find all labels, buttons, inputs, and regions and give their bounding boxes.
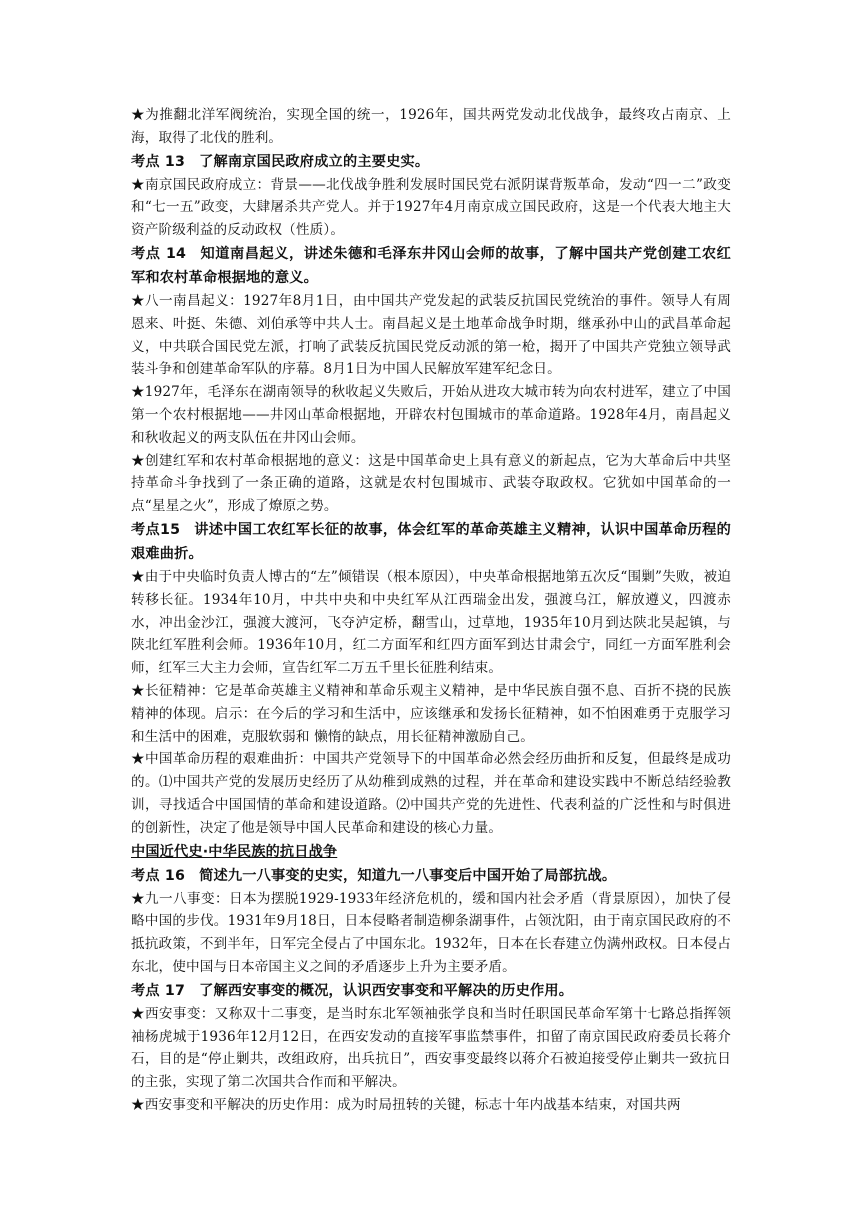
kaodian-13-heading <box>131 150 731 174</box>
kaodian-number: 考点 13 <box>131 153 186 170</box>
kaodian-14-heading <box>131 242 731 290</box>
kaodian-16-heading <box>131 864 731 888</box>
kaodian-17-heading <box>131 979 731 1003</box>
kaodian-number: 考点 16 <box>131 867 186 884</box>
kaodian-number: 考点15 <box>131 521 181 538</box>
paragraph-long-march: ★由于中央临时负责人博古的“左”倾错误（根本原因），中央革命根据地第五次反“围剿”失败，被迫转移长征。1934年10月，中共中央和中央红军从江西瑞金出发，强渡乌江，解放遵义，四渡赤水，冲出金沙江，强渡大渡河，飞夺泸定桥，翻雪山，过草地，1935年10月到达陕北吴起镇，与陕北红军胜利会师。1936年10月，红二方面军和红四方面军到达甘肃会宁，同红一方面军胜利会师，红军三大主力会师，宣告红军二万五千里长征胜利结束。 <box>131 568 731 677</box>
paragraph-nanchang-uprising: ★八一南昌起义：1927年8月1日，由中国共产党发起的武装反抗国民党统治的事件。领导人有周恩来、叶挺、朱德、刘伯承等中共人士。南昌起义是土地革命战争时期，继承孙中山的武昌革命起义，中共联合国民党左派，打响了武装反抗国民党反动派的第一枪，揭开了中国共产党独立领导武装斗争和创建革命军队的序幕。8月1日为中国人民解放军建军纪念日。 <box>131 292 731 378</box>
paragraph-xian-incident: ★西安事变：又称双十二事变，是当时东北军领袖张学良和当时任职国民革命军第十七路总指挥领袖杨虎城于1936年12月12日，在西安发动的直接军事监禁事件，扣留了南京国民政府委员长蒋介石，目的是“停止剿共，改组政府，出兵抗日”，西安事变最终以蒋介石被迫接受停止剿共一致抗日的主张，实现了第二次国共合作而和平解决。 <box>131 1005 731 1091</box>
kaodian-15-heading <box>131 518 731 566</box>
paragraph-xian-significance: ★西安事变和平解决的历史作用：成为时局扭转的关键，标志十年内战基本结束，对国共两 <box>131 1096 681 1113</box>
document-page <box>131 104 731 1117</box>
paragraph-base-significance: ★创建红军和农村革命根据地的意义：这是中国革命史上具有意义的新起点，它为大革命后中共坚持革命斗争找到了一条正确的道路，这就是农村包围城市、武装夺取政权。它犹如中国革命的一点“星星之火”，形成了燎原之势。 <box>131 452 731 515</box>
kaodian-title: 讲述中国工农红军长征的故事，体会红军的革命英雄主义精神，认识中国革命历程的艰难曲折。 <box>131 521 732 562</box>
kaodian-title: 简述九一八事变的史实，知道九一八事变后中国开始了局部抗战。 <box>199 867 617 884</box>
section-title: 中国近代史·中华民族的抗日战争 <box>131 843 338 860</box>
paragraph-revolution-course: ★中国革命历程的艰难曲折：中国共产党领导下的中国革命必然会经历曲折和反复，但最终是成功的。⑴中国共产党的发展历史经历了从幼稚到成熟的过程，并在革命和建设实践中不断总结经验教训，寻找适合中国国情的革命和建设道路。⑵中国共产党的先进性、代表利益的广泛性和与时俱进的创新性，决定了他是领导中国人民革命和建设的核心力量。 <box>131 751 731 836</box>
kaodian-title: 知道南昌起义，讲述朱德和毛泽东井冈山会师的故事，了解中国共产党创建工农红军和农村革命根据地的意义。 <box>131 245 732 286</box>
paragraph-long-march-spirit: ★长征精神：它是革命英雄主义精神和革命乐观主义精神，是中华民族自强不息、百折不挠的民族精神的体现。启示：在今后的学习和生活中，应该继承和发扬长征精神，如不怕困难勇于克服学习和生活中的困难，克服软弱和 懒惰的缺点，用长征精神激励自己。 <box>131 682 731 745</box>
paragraph-beifa: ★为推翻北洋军阀统治，实现全国的统一，1926年，国共两党发动北伐战争，最终攻占南京、上海，取得了北伐的胜利。 <box>131 107 731 146</box>
paragraph-jinggangshan: ★1927年，毛泽东在湖南领导的秋收起义失败后，开始从进攻大城市转为向农村进军，建立了中国第一个农村根据地——井冈山革命根据地，开辟农村包围城市的革命道路。1928年4月，南昌起义和秋收起义的两支队伍在井冈山会师。 <box>131 384 731 446</box>
paragraph-918-incident: ★九一八事变：日本为摆脱1929-1933年经济危机的，缓和国内社会矛盾（背景原因），加快了侵略中国的步伐。1931年9月18日，日本侵略者制造柳条湖事件，占领沈阳，由于南京国民政府的不抵抗政策，不到半年，日军完全侵占了中国东北。1932年，日本在长春建立伪满州政权。日本侵占东北，使中国与日本帝国主义之间的矛盾逐步上升为主要矛盾。 <box>131 890 731 975</box>
kaodian-title: 了解西安事变的概况，认识西安事变和平解决的历史作用。 <box>199 982 574 999</box>
kaodian-title: 了解南京国民政府成立的主要史实。 <box>199 153 430 170</box>
kaodian-number: 考点 17 <box>131 982 186 999</box>
kaodian-number: 考点 14 <box>131 245 187 262</box>
paragraph-nanjing-government: ★南京国民政府成立：背景——北伐战争胜利发展时国民党右派阴谋背叛革命，发动“四一二”政变和“七一五”政变，大肆屠杀共产党人。并于1927年4月南京成立国民政府，这是一个代表大地主大资产阶级利益的反动政权（性质）。 <box>131 176 731 239</box>
